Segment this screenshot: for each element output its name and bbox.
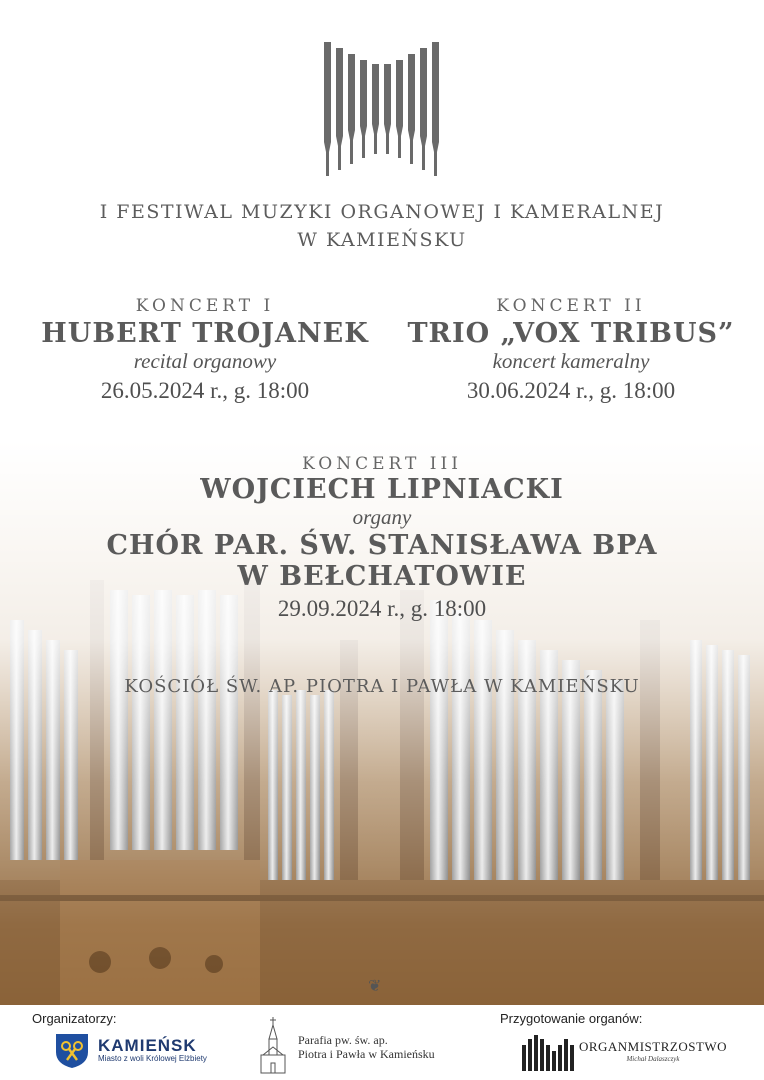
concert-3 [0,454,764,622]
concert-1-label: KONCERT I [135,296,275,316]
organmaker-logo [578,1039,728,1063]
concert-2-date: 30.06.2024 r., g. 18:00 [466,378,676,403]
footer [0,1005,764,1080]
organmaker-name: ORGANMISTRZOSTWO [578,1039,728,1054]
parish-line2: Piotra i Pawła w Kamieńsku [298,1047,435,1061]
concert-3-type: organy [352,505,412,529]
coat-of-arms-icon [52,1030,92,1070]
heart-icon: ❦ [368,976,382,995]
concert-3-choir-line1: CHÓR PAR. ŚW. STANISŁAWA BPA [106,530,658,561]
festival-title-line2: W KAMIEŃSKU [297,229,467,251]
concert-2-type: koncert kameralny [492,349,650,373]
concert-1-date: 26.05.2024 r., g. 18:00 [100,378,310,403]
organmaker-person: Michał Dalaszczyk [626,1055,680,1063]
concert-3-choir-line2: W BEŁCHATOWIE [237,561,527,592]
concert-2-label: KONCERT II [496,296,646,316]
organ-pipes-icon [322,40,442,178]
kamiensk-name: KAMIEŃSK [98,1036,197,1055]
festival-title [0,198,764,254]
concert-3-date: 29.09.2024 r., g. 18:00 [277,596,487,621]
kamiensk-logo [98,1036,207,1063]
concert-1-performer: HUBERT TROJANEK [41,318,369,349]
concert-3-performer: WOJCIECH LIPNIACKI [200,474,564,505]
church-icon [258,1017,288,1075]
concert-1-type: recital organowy [133,349,277,373]
kamiensk-tagline: Miasto z woli Królowej Elżbiety [98,1054,207,1063]
parish-line1: Parafia pw. św. ap. [298,1033,388,1047]
organizers-label: Organizatorzy: [32,1011,117,1026]
parish-text [298,1033,435,1061]
concert-3-label: KONCERT III [302,454,462,474]
concert-2-performer: TRIO „VOX TRIBUS” [407,318,735,349]
organ-builder-icon [520,1031,576,1071]
prepared-label: Przygotowanie organów: [500,1011,643,1026]
concert-1 [20,296,390,404]
concert-2 [386,296,756,404]
festival-title-line1: I FESTIWAL MUZYKI ORGANOWEJ I KAMERALNEJ [99,201,665,223]
venue: KOŚCIÓŁ ŚW. AP. PIOTRA I PAWŁA W KAMIEŃSKU [124,676,640,697]
